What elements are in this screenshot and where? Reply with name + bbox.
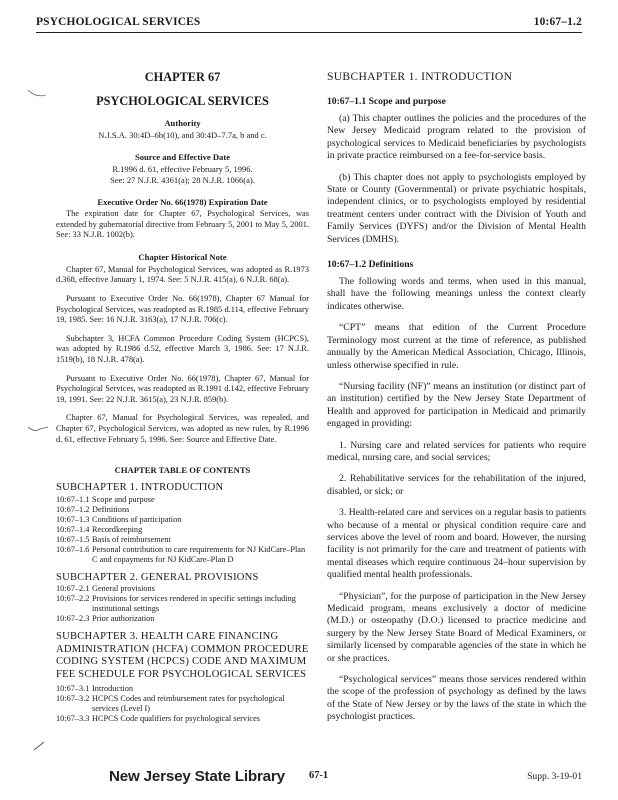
toc-row-title: Introduction — [92, 684, 134, 694]
toc-row-number: 10:67–1.2 — [56, 504, 90, 514]
toc-row-number: 10:67–2.3 — [56, 614, 90, 624]
library-stamp: New Jersey State Library — [109, 768, 285, 785]
toc-row — [56, 505, 309, 515]
header-section-number: 10:67–1.2 — [533, 16, 582, 28]
toc-row-number: 10:67–1.5 — [56, 534, 90, 544]
page-footer — [0, 768, 618, 792]
source-line-2: See: 27 N.J.R. 4361(a); 28 N.J.R. 1066(a). — [110, 175, 255, 185]
authority-text: N.J.S.A. 30:4D–6b(10), and 30:4D–7.7a, b and c. — [98, 130, 267, 140]
toc-row-title: Personal contribution to care requirements for NJ KidCare–Plan C and copayments for NJ KidCare–Plan D — [92, 544, 306, 564]
margin-mark-bottom — [32, 740, 48, 752]
toc-row-title: Provisions for services rendered in specific settings including institutional settings — [92, 594, 296, 614]
toc-row-title: Prior authorization — [92, 614, 155, 624]
scope-paragraph-b: (b) This chapter does not apply to psychologists employed by State or County (Governmental) or private psychiatric hospitals, independent clinics, or to psychologists employed by residential treatment centers under contract with the Division of Youth and Family Services (DYFS) and/or the Division of Mental Health Services (DMHS). — [327, 171, 586, 245]
subchapter-heading: SUBCHAPTER 1. INTRODUCTION — [327, 70, 513, 83]
toc-row-number: 10:67–3.1 — [56, 684, 90, 694]
chapter-number: CHAPTER 67 — [144, 70, 221, 84]
toc-row-title: Scope and purpose — [92, 494, 155, 504]
margin-mark-middle — [26, 424, 50, 436]
left-column — [56, 70, 309, 724]
toc-row — [56, 515, 309, 525]
nursing-facility-item-1: 1. Nursing care and related services for patients who require medical, nursing care, and social services; — [327, 439, 586, 463]
toc-row — [56, 495, 309, 505]
toc-row-number: 10:67–2.1 — [56, 584, 90, 594]
section-heading-scope: 10:67–1.1 Scope and purpose — [327, 96, 446, 107]
toc-row-title: Recordkeeping — [92, 524, 143, 534]
toc-row — [56, 694, 309, 714]
toc-heading: CHAPTER TABLE OF CONTENTS — [114, 465, 251, 476]
toc-row-title: Conditions of participation — [92, 514, 182, 524]
historical-note-5: Chapter 67, Manual for Psychological Services, was repealed, and Chapter 67, Psychological Services, was adopted as new rules, by R.1996 d. 61, effective February 5, 1996. See: Source and Effective Date. — [56, 413, 309, 444]
toc-row — [56, 684, 309, 694]
toc-subchapter-1 — [56, 482, 309, 565]
toc-row-number: 10:67–1.6 — [56, 544, 90, 554]
authority-heading: Authority — [164, 118, 201, 128]
toc-subchapter-3 — [56, 631, 309, 724]
chapter-title: PSYCHOLOGICAL SERVICES — [96, 94, 269, 108]
toc-row-number: 10:67–3.2 — [56, 694, 90, 704]
toc-subchapter-2 — [56, 572, 309, 625]
toc-row-number: 10:67–1.3 — [56, 514, 90, 524]
header-title: PSYCHOLOGICAL SERVICES — [36, 16, 201, 28]
toc-row — [56, 525, 309, 535]
toc-row — [56, 714, 309, 724]
toc-row-number: 10:67–3.3 — [56, 714, 90, 724]
toc-row — [56, 584, 309, 594]
nursing-facility-item-2: 2. Rehabilitative services for the rehabilitation of the injured, disabled, or sick; or — [327, 473, 586, 497]
running-header — [36, 14, 582, 33]
historical-note-4: Pursuant to Executive Order No. 66(1978), Chapter 67, Manual for Psychological Services, was readopted as R.1991 d.142, effective February 19, 1991. See: 22 N.J.R. 3615(a), 23 N.J.R. 859(b). — [56, 373, 309, 404]
nursing-facility-item-3: 3. Health-related care and services on a regular basis to patients who because of a mental or physical condition require care and services above the level of room and board. However, the nursing facility is not primarily for the care and treatment of patients with mental diseases which require continuous 24–hour supervision by qualified mental health professionals. — [327, 507, 586, 581]
historical-note-2: Pursuant to Executive Order No. 66(1978), Chapter 67 Manual for Psychological Services, was readopted as R.1985 d.114, effective February 19, 1985. See: 16 N.J.R. 3163(a), 17 N.J.R. 706(c). — [56, 293, 309, 325]
supplement-date: Supp. 3-19-01 — [527, 771, 582, 782]
toc-row-number: 10:67–1.4 — [56, 524, 90, 534]
toc-subchapter-title: SUBCHAPTER 3. HEALTH CARE FINANCING ADMINISTRATION (HCFA) COMMON PROCEDURE CODING SYSTEM (HCPCS) CODE AND MAXIMUM FEE SCHEDULE FOR PSYCHOLOGICAL SERVICES — [56, 631, 309, 680]
toc-row-title: Basis of reimbursement — [92, 534, 171, 544]
toc-row-title: HCPCS Codes and reimbursement rates for psychological services (Level I) — [92, 694, 285, 714]
toc-row-title: Definitions — [92, 504, 130, 514]
definition-psychological-services: “Psychological services” means those services rendered within the scope of the profession of psychology as defined by the laws of the State of New Jersey or by the laws of the state in which the psychologist practices. — [327, 674, 586, 723]
definition-physician: “Physician”, for the purpose of participation in the New Jersey Medicaid program, means exclusively a doctor of medicine (M.D.) or osteopathy (D.O.) licensed to practice medicine and surgery by the New Jersey State Board of Medical Examiners, or similarly licensed by comparable agencies of the state in which he or she practices. — [327, 590, 586, 664]
toc-subchapter-title: SUBCHAPTER 1. INTRODUCTION — [56, 482, 224, 494]
toc-row — [56, 614, 309, 624]
margin-mark-top — [26, 86, 50, 102]
toc-row-number: 10:67–2.2 — [56, 594, 90, 604]
section-heading-definitions: 10:67–1.2 Definitions — [327, 259, 414, 271]
right-column — [327, 70, 586, 724]
source-heading: Source and Effective Date — [134, 152, 231, 162]
definitions-intro: The following words and terms, when used in this manual, shall have the following meanings unless the context clearly indicates otherwise. — [327, 276, 586, 312]
executive-order-text: The expiration date for Chapter 67, Psychological Services, was extended by gubernatorial directive from February 5, 2001 to May 5, 2001. See: 33 N.J.R. 1002(b). — [56, 209, 309, 240]
toc-row — [56, 535, 309, 545]
scope-paragraph-a: (a) This chapter outlines the policies and the procedures of the New Jersey Medicaid program related to the provision of psychological services to Medicaid beneficiaries by psychologists in private practice reimbursed on a fee-for-service basis. — [327, 113, 586, 162]
source-line-1: R.1996 d. 61, effective February 5, 1996. — [112, 164, 253, 174]
historical-note-3: Subchapter 3, HCFA Common Procedure Coding System (HCPCS), was adopted by R.1986 d.52, effective March 3, 1986. See: 17 N.J.R. 1519(b), 18 N.J.R. 478(a). — [56, 333, 309, 364]
definition-nursing-facility: “Nursing facility (NF)” means an institution (or distinct part of an institution) certified by the New Jersey State Department of Health and approved for participation in Medicaid and primarily engaged in providing: — [327, 380, 586, 430]
historical-note-1: Chapter 67, Manual for Psychological Services, was adopted as R.1973 d.368, effective January 1, 1974. See: 5 N.J.R. 415(a), 6 N.J.R. 68(a). — [56, 264, 309, 285]
definition-cpt: “CPT” means that edition of the Current Procedure Terminology most current at the time of reference, as published annually by the American Medical Association, Chicago, Illinois, unless otherwise specified in rule. — [327, 322, 586, 371]
historical-note-heading: Chapter Historical Note — [138, 251, 227, 262]
toc-row — [56, 594, 309, 614]
toc-row-title: General provisions — [92, 584, 155, 594]
page-number: 67-1 — [309, 770, 329, 781]
toc-subchapter-title: SUBCHAPTER 2. GENERAL PROVISIONS — [56, 571, 259, 583]
executive-order-heading: Executive Order No. 66(1978) Expiration Date — [97, 197, 268, 207]
toc-row-title: HCPCS Code qualifiers for psychological services — [92, 714, 260, 724]
toc-row-number: 10:67–1.1 — [56, 494, 90, 504]
toc-row — [56, 545, 309, 565]
